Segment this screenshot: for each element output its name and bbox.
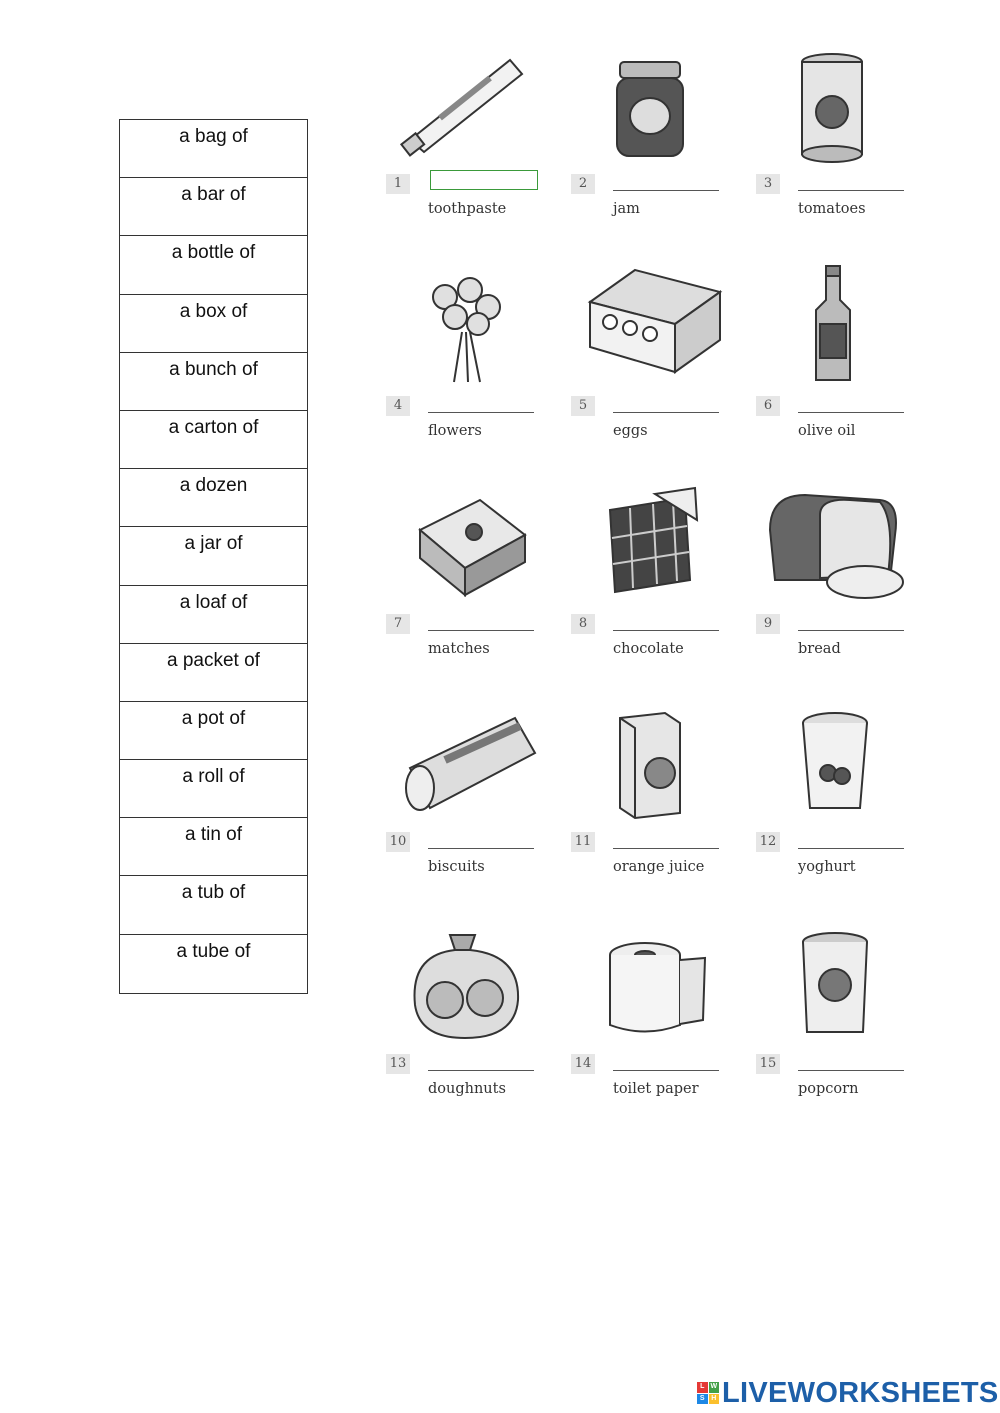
phrase-cell: a packet of xyxy=(120,644,307,702)
liveworksheets-logo xyxy=(697,1376,999,1410)
brand-name: LIVEWORKSHEETS xyxy=(722,1376,999,1409)
item-number: 7 xyxy=(386,614,410,634)
item-label: yoghurt xyxy=(798,859,856,875)
item-label: doughnuts xyxy=(428,1081,506,1097)
item-number: 15 xyxy=(756,1054,780,1074)
item-number: 13 xyxy=(386,1054,410,1074)
phrase-cell: a bottle of xyxy=(120,236,307,294)
item-number: 6 xyxy=(756,396,780,416)
phrase-cell: a tube of xyxy=(176,940,251,962)
item-6 xyxy=(750,262,920,482)
item-number: 11 xyxy=(571,832,595,852)
toilet-roll-icon xyxy=(575,920,725,1045)
phrase-cell: a tub of xyxy=(120,876,307,934)
answer-line[interactable] xyxy=(428,630,534,631)
logo-mark: L W S H xyxy=(697,1382,719,1404)
answer-line[interactable] xyxy=(613,190,719,191)
answer-line[interactable] xyxy=(798,630,904,631)
phrase-cell: a carton of xyxy=(120,411,307,469)
item-2 xyxy=(565,40,735,260)
item-15 xyxy=(750,920,920,1140)
oil-bottle-icon xyxy=(760,262,910,387)
tomato-tin-icon xyxy=(760,40,910,165)
item-label: matches xyxy=(428,641,490,657)
item-label: orange juice xyxy=(613,859,705,875)
chocolate-bar-icon xyxy=(575,480,725,605)
phrase-cell: a tin of xyxy=(120,818,307,876)
popcorn-tub-icon xyxy=(760,920,910,1045)
phrase-cell: a loaf of xyxy=(120,586,307,644)
phrase-cell: a box of xyxy=(120,295,307,353)
answer-line[interactable] xyxy=(428,848,534,849)
item-number: 9 xyxy=(756,614,780,634)
item-label: biscuits xyxy=(428,859,485,875)
item-13 xyxy=(380,920,550,1140)
phrase-cell: a bag of xyxy=(120,120,307,178)
item-label: toothpaste xyxy=(428,201,507,217)
item-label: flowers xyxy=(428,423,482,439)
answer-line[interactable] xyxy=(428,1070,534,1071)
item-10 xyxy=(380,698,550,918)
answer-input-1[interactable] xyxy=(430,170,538,190)
answer-line[interactable] xyxy=(613,1070,719,1071)
item-7 xyxy=(380,480,550,700)
item-8 xyxy=(565,480,735,700)
jam-jar-icon xyxy=(575,40,725,165)
answer-line[interactable] xyxy=(613,412,719,413)
phrase-cell: a jar of xyxy=(120,527,307,585)
item-number: 2 xyxy=(571,174,595,194)
item-number: 12 xyxy=(756,832,780,852)
item-label: chocolate xyxy=(613,641,684,657)
phrase-table xyxy=(119,119,308,994)
answer-line[interactable] xyxy=(798,1070,904,1071)
item-number: 1 xyxy=(386,174,410,194)
item-3 xyxy=(750,40,920,260)
doughnut-bag-icon xyxy=(390,920,540,1045)
answer-line[interactable] xyxy=(613,848,719,849)
bread-loaf-icon xyxy=(760,480,910,605)
item-label: toilet paper xyxy=(613,1081,699,1097)
item-11 xyxy=(565,698,735,918)
item-5 xyxy=(565,262,735,482)
answer-line[interactable] xyxy=(428,412,534,413)
item-number: 8 xyxy=(571,614,595,634)
item-14 xyxy=(565,920,735,1140)
flower-bunch-icon xyxy=(390,262,540,387)
item-number: 10 xyxy=(386,832,410,852)
answer-line[interactable] xyxy=(798,412,904,413)
toothpaste-tube-icon xyxy=(390,40,540,165)
item-label: olive oil xyxy=(798,423,856,439)
phrase-cell: a dozen xyxy=(120,469,307,527)
phrase-cell: a roll of xyxy=(120,760,307,818)
biscuit-packet-icon xyxy=(390,698,540,823)
matchbox-icon xyxy=(390,480,540,605)
item-label: jam xyxy=(613,201,640,217)
item-number: 5 xyxy=(571,396,595,416)
item-9 xyxy=(750,480,920,700)
answer-line[interactable] xyxy=(798,848,904,849)
item-4 xyxy=(380,262,550,482)
yoghurt-pot-icon xyxy=(760,698,910,823)
answer-line[interactable] xyxy=(613,630,719,631)
egg-carton-icon xyxy=(575,262,725,387)
item-number: 3 xyxy=(756,174,780,194)
item-number: 4 xyxy=(386,396,410,416)
item-number: 14 xyxy=(571,1054,595,1074)
item-label: bread xyxy=(798,641,841,657)
juice-carton-icon xyxy=(575,698,725,823)
item-1 xyxy=(380,40,550,260)
item-label: popcorn xyxy=(798,1081,859,1097)
answer-line[interactable] xyxy=(798,190,904,191)
item-label: tomatoes xyxy=(798,201,866,217)
phrase-cell: a bunch of xyxy=(120,353,307,411)
phrase-cell: a pot of xyxy=(120,702,307,760)
item-label: eggs xyxy=(613,423,648,439)
item-12 xyxy=(750,698,920,918)
phrase-cell: a bar of xyxy=(120,178,307,236)
